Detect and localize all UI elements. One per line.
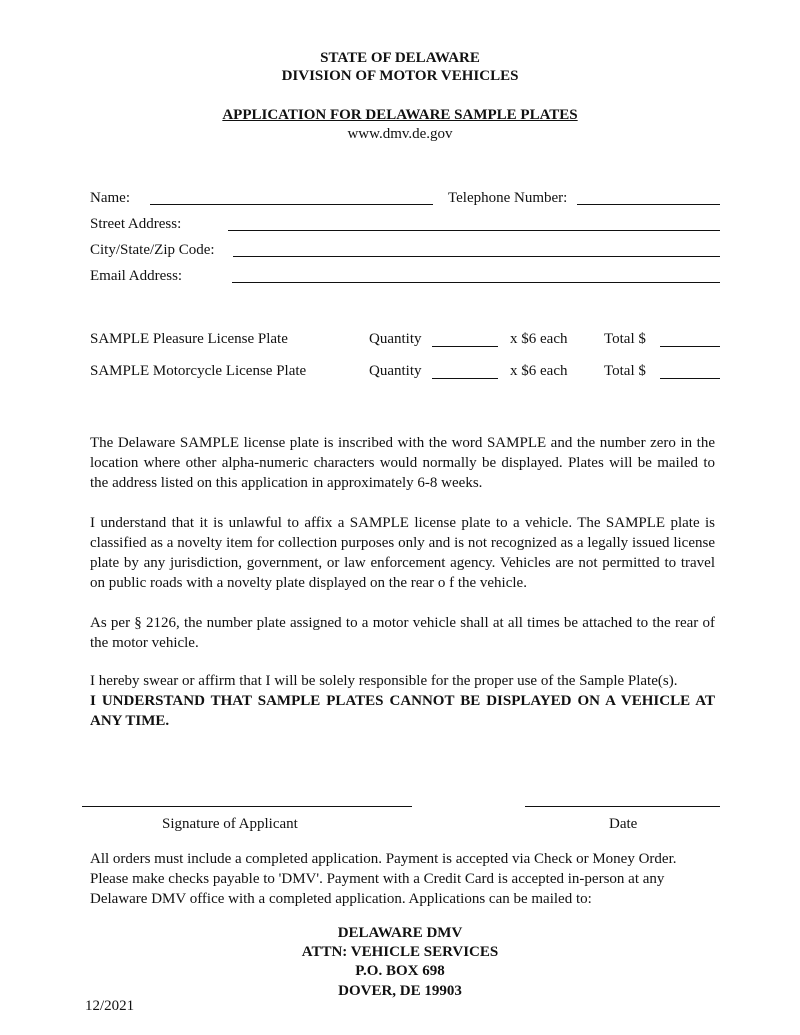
address-line: DELAWARE DMV [337,925,463,941]
name-label: Name: [90,190,130,206]
revision-date: 12/2021 [85,998,135,1014]
email-field[interactable] [232,282,720,283]
address-line: P.O. BOX 698 [355,963,445,979]
paragraph-affirmation: I hereby swear or affirm that I will be solely responsible for the proper use of the Sample Plate(s). [90,673,678,689]
quantity-label: Quantity [369,331,422,347]
paragraph-novelty: I understand that it is unlawful to affix a SAMPLE license plate to a vehicle. The SAMPLE plate is classified as a novelty item for collection purposes only and is not recognized as a legally issued license plate by any jurisdiction, government, or law enforcement agency. Vehicles are not permitted to travel on public roads with a novelty plate displayed on the rear o f the vehicle. [90,515,715,591]
total-label: Total $ [604,331,646,347]
street-field[interactable] [228,230,720,231]
paragraph-description: The Delaware SAMPLE license plate is inscribed with the word SAMPLE and the number zero in the location where other alpha-numeric characters would normally be displayed. Plates will be mailed to the address listed on this application in approximately 6-8 weeks. [90,435,715,491]
website: www.dmv.de.gov [347,126,453,142]
header-division: DIVISION OF MOTOR VEHICLES [281,68,519,84]
paragraph-statute: As per § 2126, the number plate assigned to a motor vehicle shall at all times be attached to the rear of the motor vehicle. [90,615,715,651]
address-line: ATTN: VEHICLE SERVICES [301,944,499,960]
telephone-field[interactable] [577,204,720,205]
price-label: x $6 each [510,331,568,347]
date-label: Date [609,816,638,832]
motorcycle-total-field[interactable] [660,378,720,379]
signature-field[interactable] [82,806,412,807]
date-field[interactable] [525,806,720,807]
plate-label: SAMPLE Motorcycle License Plate [90,363,307,379]
email-label: Email Address: [90,268,183,284]
header-state: STATE OF DELAWARE [320,50,480,66]
form-title: APPLICATION FOR DELAWARE SAMPLE PLATES [222,107,578,123]
payment-text: All orders must include a completed application. Payment is accepted via Check or Money Order. Please make checks payable to 'DMV'. Payment with a Credit Card is accepted in-person at any Delaware DMV office with a completed application. Applications can be mailed to: [90,851,677,907]
city-field[interactable] [233,256,720,257]
name-field[interactable] [150,204,433,205]
motorcycle-quantity-field[interactable] [432,378,498,379]
address-line: DOVER, DE 19903 [338,983,462,999]
total-label: Total $ [604,363,646,379]
telephone-label: Telephone Number: [448,190,568,206]
signature-label: Signature of Applicant [162,816,298,832]
plate-label: SAMPLE Pleasure License Plate [90,331,288,347]
city-label: City/State/Zip Code: [90,242,215,258]
pleasure-quantity-field[interactable] [432,346,498,347]
pleasure-total-field[interactable] [660,346,720,347]
price-label: x $6 each [510,363,568,379]
street-label: Street Address: [90,216,182,232]
quantity-label: Quantity [369,363,422,379]
warning-text: I UNDERSTAND THAT SAMPLE PLATES CANNOT BE DISPLAYED ON A VEHICLE AT ANY TIME. [90,693,715,729]
